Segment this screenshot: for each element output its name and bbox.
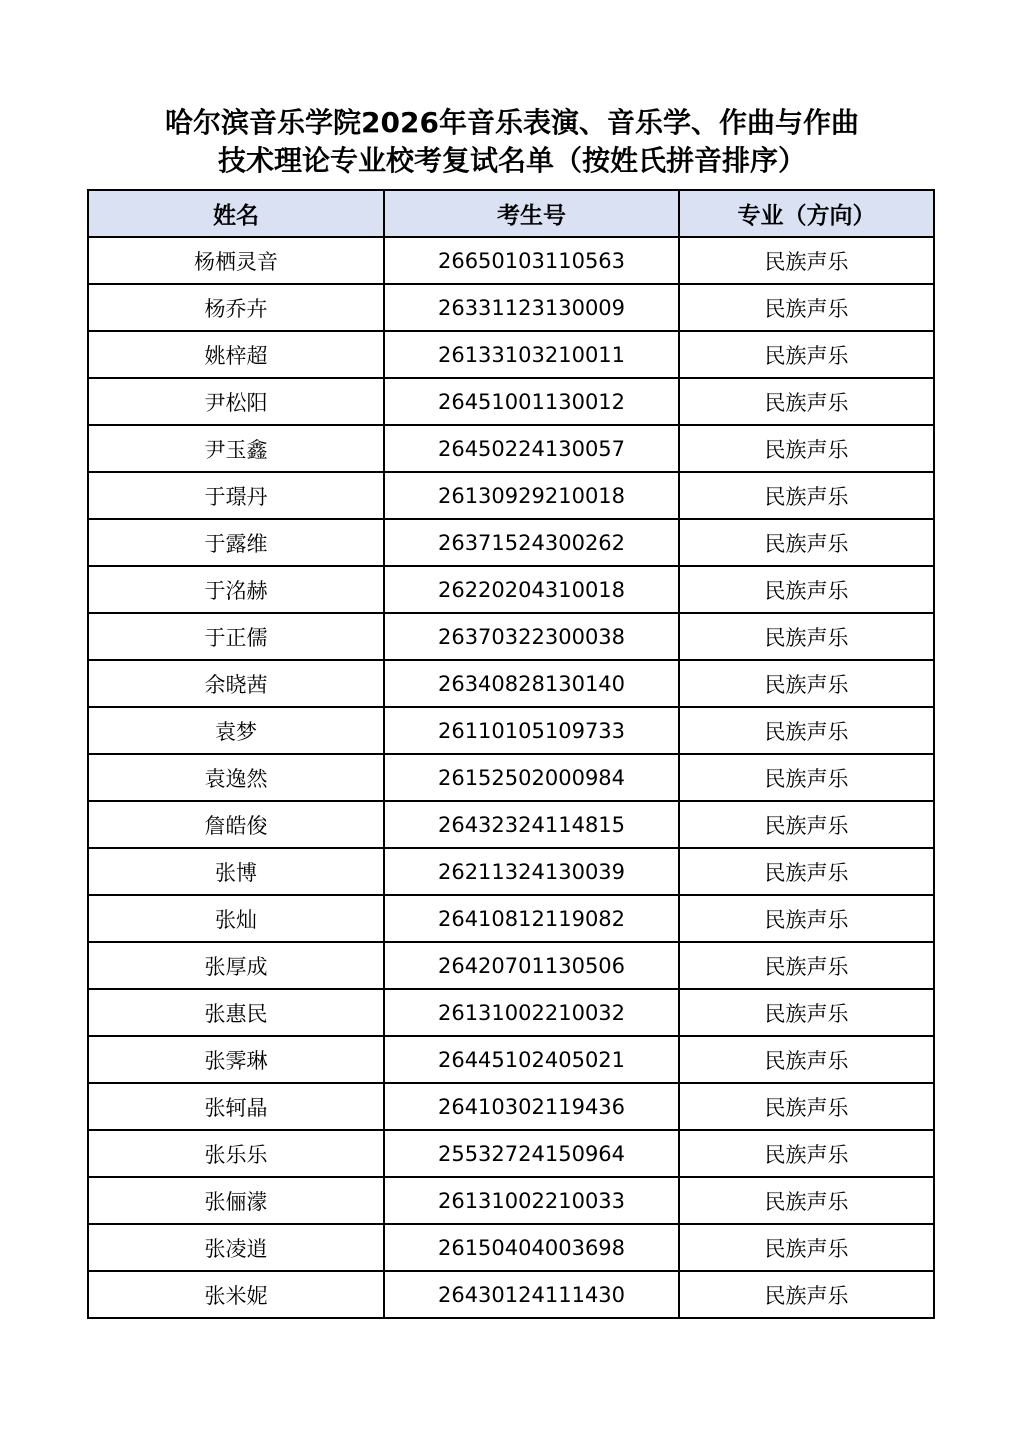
cell-name: 于正儒 [88, 613, 384, 660]
cell-candidate-id: 26432324114815 [384, 801, 679, 848]
cell-candidate-id: 26152502000984 [384, 754, 679, 801]
table-row [88, 331, 934, 378]
cell-major: 民族声乐 [679, 895, 934, 942]
table-row [88, 989, 934, 1036]
cell-name: 张俪濛 [88, 1177, 384, 1224]
cell-major: 民族声乐 [679, 754, 934, 801]
cell-candidate-id: 26340828130140 [384, 660, 679, 707]
cell-major: 民族声乐 [679, 660, 934, 707]
cell-major: 民族声乐 [679, 707, 934, 754]
cell-major: 民族声乐 [679, 1224, 934, 1271]
title-line-2: 技术理论专业校考复试名单（按姓氏拼音排序） [217, 144, 806, 177]
cell-major: 民族声乐 [679, 566, 934, 613]
cell-candidate-id: 26430124111430 [384, 1271, 679, 1318]
table-row [88, 1036, 934, 1083]
cell-major: 民族声乐 [679, 942, 934, 989]
table-row [88, 754, 934, 801]
cell-candidate-id: 26370322300038 [384, 613, 679, 660]
title-line-1: 哈尔滨音乐学院2026年音乐表演、音乐学、作曲与作曲 [165, 106, 859, 139]
cell-major: 民族声乐 [679, 378, 934, 425]
cell-name: 张霁琳 [88, 1036, 384, 1083]
cell-name: 袁逸然 [88, 754, 384, 801]
cell-major: 民族声乐 [679, 1083, 934, 1130]
table-row [88, 284, 934, 331]
cell-candidate-id: 25532724150964 [384, 1130, 679, 1177]
header-candidate-id: 考生号 [384, 190, 679, 237]
cell-name: 张厚成 [88, 942, 384, 989]
cell-major: 民族声乐 [679, 1271, 934, 1318]
table-row [88, 660, 934, 707]
cell-major: 民族声乐 [679, 1036, 934, 1083]
cell-candidate-id: 26131002210032 [384, 989, 679, 1036]
table-row [88, 1130, 934, 1177]
cell-name: 余晓茜 [88, 660, 384, 707]
cell-candidate-id: 26211324130039 [384, 848, 679, 895]
cell-major: 民族声乐 [679, 472, 934, 519]
cell-name: 詹皓俊 [88, 801, 384, 848]
cell-name: 张惠民 [88, 989, 384, 1036]
table-header [88, 190, 934, 237]
cell-name: 于璟丹 [88, 472, 384, 519]
table-body [88, 237, 934, 1318]
cell-name: 杨栖灵音 [88, 237, 384, 284]
cell-major: 民族声乐 [679, 284, 934, 331]
cell-name: 张米妮 [88, 1271, 384, 1318]
cell-candidate-id: 26450224130057 [384, 425, 679, 472]
table-row [88, 848, 934, 895]
cell-candidate-id: 26131002210033 [384, 1177, 679, 1224]
table-row [88, 472, 934, 519]
table-row [88, 378, 934, 425]
cell-name: 尹松阳 [88, 378, 384, 425]
table-row [88, 1083, 934, 1130]
candidate-table [87, 189, 935, 1319]
cell-major: 民族声乐 [679, 1130, 934, 1177]
cell-candidate-id: 26451001130012 [384, 378, 679, 425]
cell-name: 张轲晶 [88, 1083, 384, 1130]
header-major: 专业（方向） [679, 190, 934, 237]
cell-major: 民族声乐 [679, 237, 934, 284]
cell-major: 民族声乐 [679, 848, 934, 895]
cell-major: 民族声乐 [679, 989, 934, 1036]
cell-candidate-id: 26650103110563 [384, 237, 679, 284]
cell-name: 尹玉鑫 [88, 425, 384, 472]
cell-major: 民族声乐 [679, 801, 934, 848]
cell-name: 姚梓超 [88, 331, 384, 378]
cell-major: 民族声乐 [679, 425, 934, 472]
cell-candidate-id: 26220204310018 [384, 566, 679, 613]
cell-candidate-id: 26410812119082 [384, 895, 679, 942]
table-row [88, 1177, 934, 1224]
cell-name: 于露维 [88, 519, 384, 566]
table-row [88, 519, 934, 566]
cell-major: 民族声乐 [679, 1177, 934, 1224]
cell-candidate-id: 26371524300262 [384, 519, 679, 566]
cell-name: 杨乔卉 [88, 284, 384, 331]
cell-candidate-id: 26133103210011 [384, 331, 679, 378]
header-name: 姓名 [88, 190, 384, 237]
table-row [88, 425, 934, 472]
cell-candidate-id: 26410302119436 [384, 1083, 679, 1130]
cell-candidate-id: 26130929210018 [384, 472, 679, 519]
cell-candidate-id: 26150404003698 [384, 1224, 679, 1271]
header-row [88, 190, 934, 237]
cell-candidate-id: 26331123130009 [384, 284, 679, 331]
table-row [88, 942, 934, 989]
cell-candidate-id: 26445102405021 [384, 1036, 679, 1083]
table-row [88, 895, 934, 942]
cell-major: 民族声乐 [679, 613, 934, 660]
cell-name: 袁梦 [88, 707, 384, 754]
cell-name: 张博 [88, 848, 384, 895]
document-title [0, 104, 1024, 180]
table-row [88, 1271, 934, 1318]
table-row [88, 707, 934, 754]
table-row [88, 613, 934, 660]
cell-major: 民族声乐 [679, 519, 934, 566]
cell-major: 民族声乐 [679, 331, 934, 378]
table-row [88, 801, 934, 848]
cell-name: 张灿 [88, 895, 384, 942]
cell-name: 张凌逍 [88, 1224, 384, 1271]
cell-name: 张乐乐 [88, 1130, 384, 1177]
table-row [88, 1224, 934, 1271]
cell-candidate-id: 26110105109733 [384, 707, 679, 754]
table-row [88, 566, 934, 613]
cell-candidate-id: 26420701130506 [384, 942, 679, 989]
cell-name: 于洺赫 [88, 566, 384, 613]
table-row [88, 237, 934, 284]
